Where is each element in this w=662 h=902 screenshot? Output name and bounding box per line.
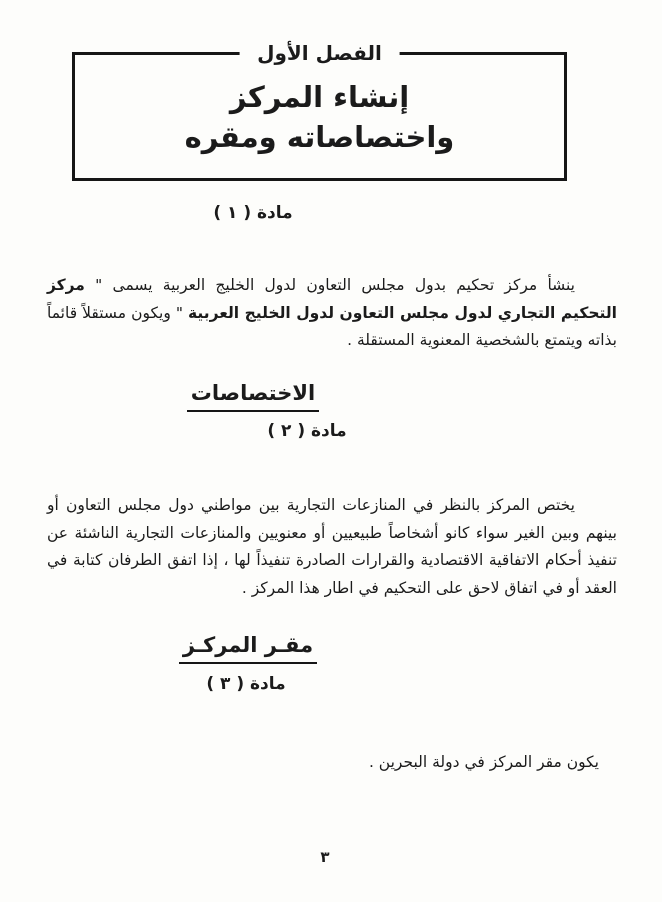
article-1-body-post: " ويكون مستقلاً قائماً بذاته ويتمتع بالشخصية المعنوية المستقلة . <box>47 303 617 349</box>
chapter-title-line1: إنشاء المركز <box>229 80 410 114</box>
article-2-body: يختص المركز بالنظر في المنازعات التجارية بين مواطني دول مجلس التعاون أو بينهم وبين الغير سواء كانو أشخاصاً طبيعيين أو معنويين والمنازعات التجارية الناشئة عن تنفيذ أحكام الاتفاقية الاقتصادية والقرارات الصادرة تنفيذاً لها ، إذا اتفق الطرفان كتابة في العقد أو في اتفاق لاحق على التحكيم في اطار هذا المركز . <box>47 496 617 597</box>
chapter-title-line2: واختصاصاته ومقره <box>184 120 455 154</box>
article-3-heading: مادة ( ٣ ) <box>206 674 286 694</box>
competences-heading-text: الاختصاصات <box>187 381 319 412</box>
article-2-heading: مادة ( ٢ ) <box>267 421 347 441</box>
competences-section-heading <box>0 381 584 412</box>
article-3-body: يكون مقر المركز في دولة البحرين . <box>368 753 599 771</box>
seat-heading-text: مقـر المركـز <box>179 633 317 664</box>
article-1-heading: مادة ( ١ ) <box>213 203 293 223</box>
article-1-body-pre: ينشأ مركز تحكيم بدول مجلس التعاون لدول الخليج العربية يسمى " <box>84 276 575 294</box>
article-1-body <box>47 272 617 355</box>
seat-section-heading <box>0 633 579 664</box>
chapter-label: الفصل الأول <box>239 37 400 69</box>
chapter-box <box>72 41 567 181</box>
article-1-body-center-name: مركز التحكيم التجاري لدول مجلس التعاون لدول الخليج العربية <box>47 276 617 322</box>
page-number: ٣ <box>320 848 330 866</box>
